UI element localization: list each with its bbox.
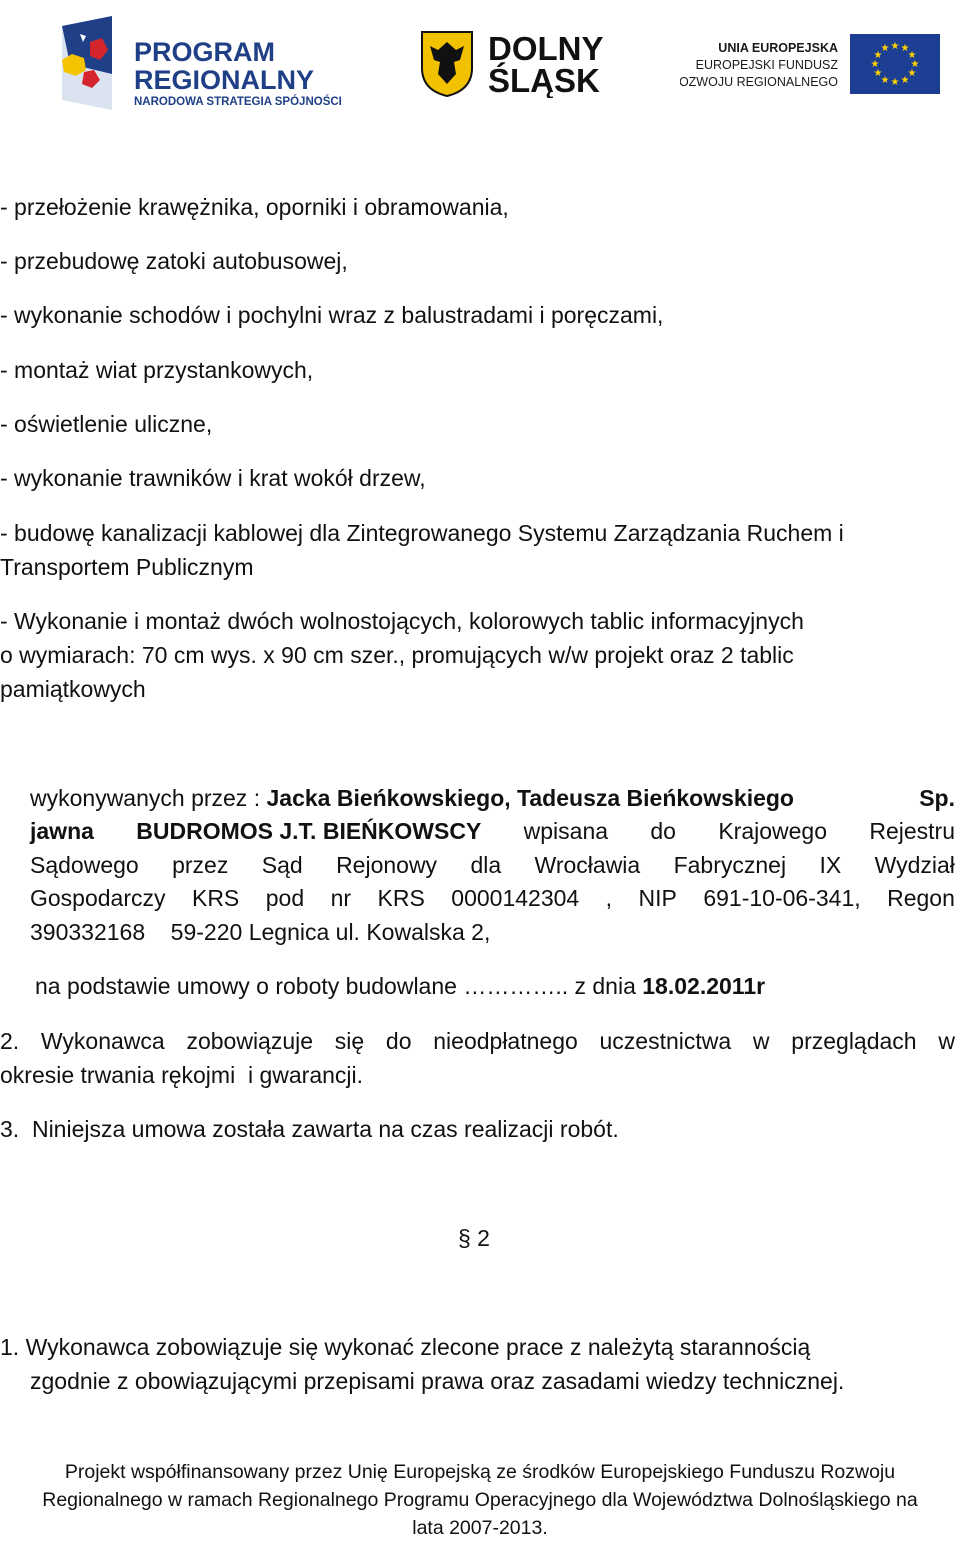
list-item: - Wykonanie i montaż dwóch wolnostojących, kolorowych tablic informacyjnych <box>0 608 804 634</box>
word: się <box>334 1028 365 1054</box>
word: Regon <box>887 885 955 911</box>
contractor-address: 390332168 59-220 Legnica ul. Kowalska 2, <box>30 919 491 945</box>
dolny-slask-logo <box>418 28 618 98</box>
list-item: - montaż wiat przystankowych, <box>0 357 314 383</box>
word: 2. <box>0 1028 20 1054</box>
contractor-line <box>30 814 955 848</box>
svg-text:★: ★ <box>910 59 920 70</box>
list-item: - przebudowę zatoki autobusowej, <box>0 248 348 274</box>
word: w <box>938 1028 955 1054</box>
agreement-date: 18.02.2011r <box>642 973 766 999</box>
eu-fund-logo <box>680 34 942 96</box>
svg-text:NARODOWA STRATEGIA SPÓJNOŚCI: NARODOWA STRATEGIA SPÓJNOŚCI <box>134 96 342 108</box>
list-item-continuation: Transportem Publicznym <box>0 554 254 580</box>
word: dla <box>470 852 502 878</box>
contractor-prefix: wykonywanych przez : <box>30 785 267 811</box>
word: do <box>650 818 676 844</box>
svg-text:REGIONALNY: REGIONALNY <box>134 65 315 95</box>
section-2-point-1-continuation: zgodnie z obowiązującymi przepisami prawa oraz zasadami wiedzy technicznej. <box>30 1368 845 1394</box>
word: Wykonawca <box>40 1028 165 1054</box>
footer-line: Projekt współfinansowany przez Unię Europejską ze środków Europejskiego Funduszu Rozwoju <box>64 1461 896 1483</box>
contractor-line <box>30 881 955 915</box>
svg-text:UNIA EUROPEJSKA: UNIA EUROPEJSKA <box>718 41 838 55</box>
contractor-company: BUDROMOS J.T. BIEŃKOWSCY <box>136 818 482 844</box>
agreement-text: na podstawie umowy o roboty budowlane ………….. z dnia <box>35 973 643 999</box>
svg-text:★: ★ <box>880 75 890 86</box>
word: Sąd <box>261 852 303 878</box>
contractor-names: Jacka Bieńkowskiego, Tadeusza Bieńkowskiego <box>266 785 794 811</box>
list-item: - oświetlenie uliczne, <box>0 411 213 437</box>
contractor-line <box>30 781 955 815</box>
word: , <box>605 885 613 911</box>
svg-text:★: ★ <box>870 59 880 70</box>
word: KRS <box>377 885 425 911</box>
word: do <box>385 1028 412 1054</box>
svg-text:ROZWOJU REGIONALNEGO: ROZWOJU REGIONALNEGO <box>680 75 838 89</box>
list-item-continuation: pamiątkowych <box>0 676 146 702</box>
svg-text:★: ★ <box>907 50 917 61</box>
word: Sądowego <box>30 852 139 878</box>
svg-text:ŚLĄSK: ŚLĄSK <box>488 62 600 98</box>
program-regionalny-logo <box>50 14 360 114</box>
svg-text:★: ★ <box>900 75 910 86</box>
section-heading: § 2 <box>458 1225 490 1251</box>
svg-text:★: ★ <box>907 68 917 79</box>
svg-text:★: ★ <box>880 43 890 54</box>
word: Wrocławia <box>534 852 641 878</box>
word: zobowiązuje <box>186 1028 314 1054</box>
svg-text:PROGRAM: PROGRAM <box>134 37 275 67</box>
word: przez <box>172 852 229 878</box>
word: uczestnictwa <box>599 1028 732 1054</box>
svg-text:DOLNY: DOLNY <box>488 30 604 67</box>
word: 0000142304 <box>451 885 580 911</box>
point-3: 3. Niniejsza umowa została zawarta na czas realizacji robót. <box>0 1116 619 1142</box>
svg-text:★: ★ <box>900 43 910 54</box>
word: 691-10-06-341, <box>703 885 861 911</box>
word: nr <box>330 885 352 911</box>
word: IX <box>819 852 842 878</box>
svg-text:★: ★ <box>890 77 900 88</box>
footer-line: Regionalnego w ramach Regionalnego Programu Operacyjnego dla Województwa Dolnośląskiego na <box>42 1489 918 1511</box>
svg-text:★: ★ <box>890 41 900 52</box>
word: Rejonowy <box>336 852 438 878</box>
list-item: - budowę kanalizacji kablowej dla Zintegrowanego Systemu Zarządzania Ruchem i <box>0 520 844 546</box>
svg-text:★: ★ <box>873 68 883 79</box>
word: Krajowego <box>718 818 827 844</box>
point-2-continuation: okresie trwania rękojmi i gwarancji. <box>0 1062 364 1088</box>
agreement-line <box>35 969 765 1003</box>
eu-flag-icon <box>680 34 942 96</box>
word: Wydział <box>874 852 955 878</box>
word: Fabrycznej <box>673 852 787 878</box>
word: KRS <box>191 885 240 911</box>
word: nieodpłatnego <box>433 1028 578 1054</box>
list-item: - wykonanie schodów i pochylni wraz z balustradami i poręczami, <box>0 302 664 328</box>
svg-text:★: ★ <box>873 50 883 61</box>
contractor-sp: Sp. <box>919 785 955 811</box>
program-regionalny-emblem-icon <box>50 14 360 114</box>
list-item: - przełożenie krawężnika, oporniki i obramowania, <box>0 194 509 220</box>
contractor-jawna: jawna <box>30 818 94 844</box>
word: w <box>752 1028 770 1054</box>
point-2-line <box>0 1024 955 1058</box>
word: przeglądach <box>791 1028 917 1054</box>
contractor-line <box>30 848 955 882</box>
footer-line: lata 2007-2013. <box>412 1517 548 1539</box>
word: pod <box>265 885 305 911</box>
word: Gospodarczy <box>30 885 166 911</box>
word: wpisana <box>523 818 609 844</box>
word: Rejestru <box>869 818 955 844</box>
list-item: - wykonanie trawników i krat wokół drzew, <box>0 465 426 491</box>
dolny-slask-crest-icon <box>418 28 618 98</box>
word: NIP <box>638 885 677 911</box>
list-item-continuation: o wymiarach: 70 cm wys. x 90 cm szer., promujących w/w projekt oraz 2 tablic <box>0 642 794 668</box>
section-2-point-1: 1. Wykonawca zobowiązuje się wykonać zlecone prace z należytą starannością <box>0 1334 811 1360</box>
svg-text:EUROPEJSKI FUNDUSZ: EUROPEJSKI FUNDUSZ <box>695 58 838 72</box>
